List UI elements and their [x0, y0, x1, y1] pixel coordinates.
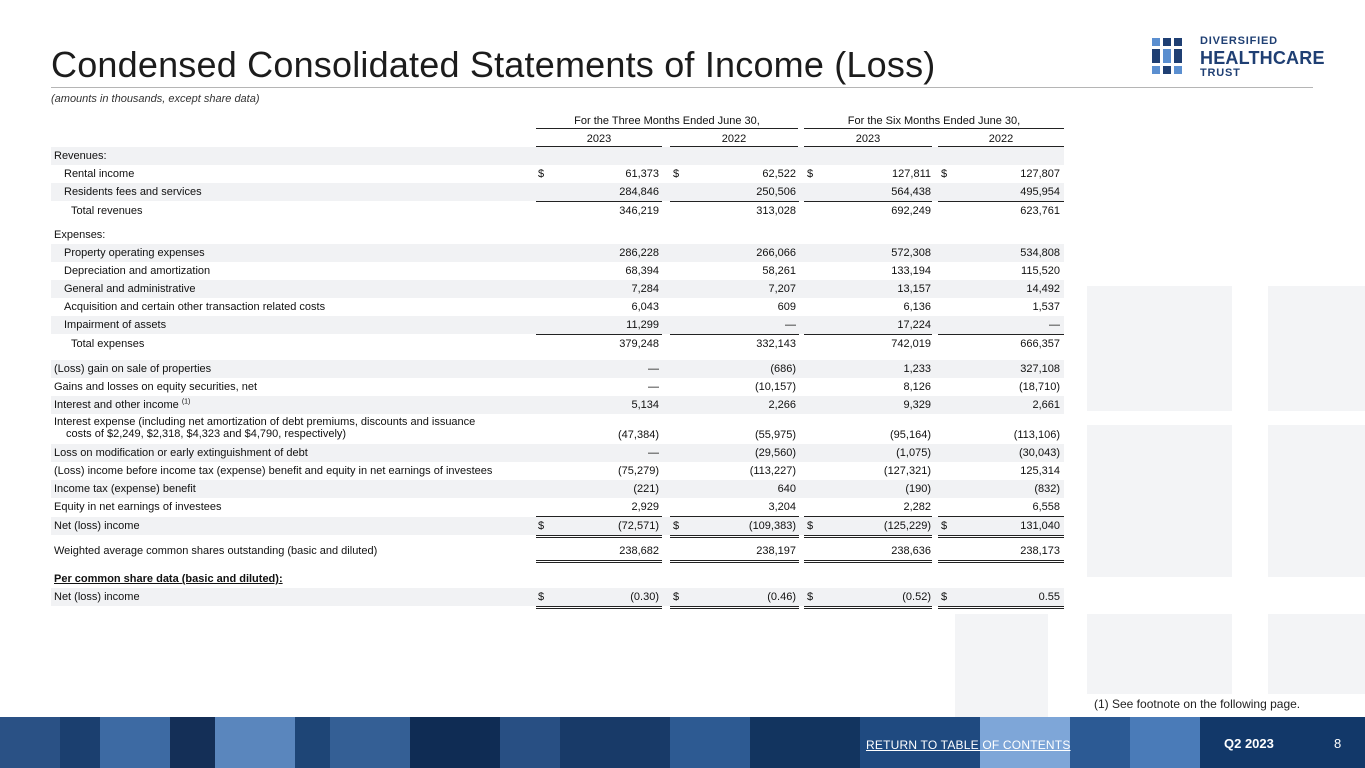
row-label: Equity in net earnings of investees [54, 501, 222, 513]
table-row [51, 378, 1064, 396]
row-label: Property operating expenses [64, 247, 205, 259]
row-label: Revenues: [54, 150, 107, 162]
value-cell: 1,233 [903, 363, 931, 375]
dollar-sign: $ [673, 520, 680, 532]
logo-line-3: TRUST [1200, 67, 1241, 79]
row-label: (Loss) gain on sale of properties [54, 363, 212, 375]
value-cell: (75,279) [618, 465, 659, 477]
value-cell: 1,537 [1032, 301, 1060, 313]
dollar-sign: $ [807, 591, 814, 603]
decorative-tile [1268, 425, 1365, 577]
value-cell: 133,194 [891, 265, 931, 277]
value-cell: 238,682 [619, 545, 659, 557]
column-header-year: 2022 [721, 133, 747, 145]
value-cell: (95,164) [890, 429, 931, 441]
value-cell: (72,571) [618, 520, 659, 532]
page-title: Condensed Consolidated Statements of Income (Loss) [51, 44, 936, 85]
value-cell: — [785, 319, 796, 331]
value-cell: 0.55 [1038, 591, 1060, 603]
value-cell: — [1049, 319, 1060, 331]
value-cell: (113,106) [1013, 429, 1060, 441]
dollar-sign: $ [807, 520, 814, 532]
page-number: 8 [1334, 736, 1342, 751]
value-cell: 68,394 [625, 265, 659, 277]
page-subtitle: (amounts in thousands, except share data) [51, 93, 260, 105]
value-cell: (0.46) [767, 591, 796, 603]
value-cell: (0.30) [630, 591, 659, 603]
value-cell: 346,219 [619, 205, 659, 217]
column-header-year: 2022 [988, 133, 1014, 145]
footnote: (1) See footnote on the following page. [1094, 697, 1301, 711]
value-cell: — [648, 363, 659, 375]
value-cell: (113,227) [749, 465, 796, 477]
value-cell: 495,954 [1020, 186, 1060, 198]
value-cell: 640 [777, 483, 796, 495]
table-row [51, 517, 1064, 535]
decorative-tile [1268, 614, 1365, 694]
row-label: Expenses: [54, 229, 106, 241]
table-row [51, 226, 1064, 244]
value-cell: (127,321) [883, 465, 931, 477]
row-label: (Loss) income before income tax (expense) benefit and equity in net earnings of investees [54, 465, 493, 477]
value-cell: 238,636 [891, 545, 931, 557]
value-cell: (686) [770, 363, 796, 375]
value-cell: 623,761 [1020, 205, 1060, 217]
table-row [51, 570, 1064, 588]
column-group-header-six-months: For the Six Months Ended June 30, [847, 115, 1021, 127]
value-cell: 238,173 [1020, 545, 1060, 557]
table-row [51, 165, 1064, 183]
value-cell: 572,308 [891, 247, 931, 259]
value-cell: 564,438 [891, 186, 931, 198]
dollar-sign: $ [538, 520, 545, 532]
value-cell: (0.52) [902, 591, 931, 603]
value-cell: 2,282 [903, 501, 931, 513]
value-cell: (30,043) [1019, 447, 1060, 459]
dollar-sign: $ [673, 168, 680, 180]
table-row [51, 316, 1064, 334]
dollar-sign: $ [941, 520, 948, 532]
value-cell: 666,357 [1020, 338, 1060, 350]
value-cell: — [648, 381, 659, 393]
value-cell: 6,558 [1032, 501, 1060, 513]
row-label: Interest and other income $^{(1)}$ [54, 398, 191, 411]
value-cell: 127,811 [892, 168, 931, 180]
value-cell: 17,224 [897, 319, 931, 331]
table-row [51, 183, 1064, 201]
value-cell: (221) [633, 483, 659, 495]
row-label: Interest expense (including net amortization of debt premiums, discounts and issuance costs of $2,249, $2,318, $4,323 and $4,790, respectively) [54, 416, 476, 440]
value-cell: (832) [1034, 483, 1060, 495]
value-cell: 11,299 [626, 319, 659, 331]
decorative-tile [1087, 614, 1232, 694]
value-cell: 2,661 [1032, 399, 1060, 411]
value-cell: 131,040 [1020, 520, 1060, 532]
value-cell: 6,043 [631, 301, 659, 313]
value-cell: (10,157) [755, 381, 796, 393]
value-cell: (125,229) [883, 520, 931, 532]
decorative-tile [1087, 286, 1232, 411]
value-cell: 125,314 [1020, 465, 1060, 477]
value-cell: 534,808 [1020, 247, 1060, 259]
value-cell: 6,136 [903, 301, 931, 313]
value-cell: (190) [905, 483, 931, 495]
row-label: Impairment of assets [64, 319, 167, 331]
row-label: Net (loss) income [54, 520, 140, 532]
row-label: Income tax (expense) benefit [54, 483, 196, 495]
section-heading: Per common share data (basic and diluted): [54, 573, 283, 585]
table-row [51, 462, 1064, 480]
table-row [51, 396, 1064, 414]
dollar-sign: $ [673, 591, 680, 603]
value-cell: 379,248 [619, 338, 659, 350]
column-header-year: 2023 [855, 133, 881, 145]
table-row [51, 262, 1064, 280]
row-label: Weighted average common shares outstanding (basic and diluted) [54, 545, 378, 557]
value-cell: (109,383) [748, 520, 796, 532]
logo-line-2: HEALTHCARE [1200, 48, 1325, 68]
decorative-tile [1087, 425, 1232, 577]
table-row [51, 202, 1064, 220]
value-cell: — [648, 447, 659, 459]
company-logo [1152, 35, 1325, 79]
row-label: Total revenues [71, 205, 143, 217]
value-cell: 609 [777, 301, 796, 313]
value-cell: 2,266 [768, 399, 796, 411]
table-row [51, 588, 1064, 606]
row-label: Gains and losses on equity securities, net [54, 381, 258, 393]
value-cell: 14,492 [1026, 283, 1060, 295]
value-cell: (18,710) [1019, 381, 1060, 393]
value-cell: 7,207 [768, 283, 796, 295]
footnote-marker: (1) [181, 398, 191, 406]
dollar-sign: $ [538, 591, 545, 603]
value-cell: 115,520 [1021, 265, 1060, 277]
value-cell: 8,126 [903, 381, 931, 393]
row-label: General and administrative [64, 283, 196, 295]
table-row [51, 542, 1064, 560]
table-row [51, 498, 1064, 516]
value-cell: 742,019 [891, 338, 931, 350]
row-label: Total expenses [71, 338, 145, 350]
value-cell: (29,560) [755, 447, 796, 459]
table-row [51, 360, 1064, 378]
value-cell: 266,066 [756, 247, 796, 259]
row-label: Residents fees and services [64, 186, 202, 198]
value-cell: 332,143 [756, 338, 796, 350]
value-cell: (47,384) [618, 429, 659, 441]
dollar-sign: $ [941, 168, 948, 180]
logo-line-1: DIVERSIFIED [1200, 35, 1278, 47]
decorative-tile [1268, 286, 1365, 411]
table-row [51, 480, 1064, 498]
value-cell: 5,134 [631, 399, 659, 411]
value-cell: 250,506 [756, 186, 796, 198]
value-cell: 58,261 [762, 265, 796, 277]
value-cell: 7,284 [631, 283, 659, 295]
dollar-sign: $ [807, 168, 814, 180]
table-row [51, 244, 1064, 262]
table-row [51, 298, 1064, 316]
column-header-year: 2023 [586, 133, 612, 145]
logo-mark-icon [1152, 38, 1194, 74]
value-cell: 238,197 [756, 545, 796, 557]
table-row [51, 280, 1064, 298]
value-cell: 61,373 [625, 168, 659, 180]
row-label: Acquisition and certain other transaction related costs [64, 301, 326, 313]
value-cell: 2,929 [631, 501, 659, 513]
value-cell: 313,028 [756, 205, 796, 217]
value-cell: (1,075) [896, 447, 931, 459]
return-to-toc-link[interactable]: RETURN TO TABLE OF CONTENTS [866, 738, 1071, 752]
value-cell: 127,807 [1020, 168, 1060, 180]
value-cell: 692,249 [891, 205, 931, 217]
quarter-label: Q2 2023 [1224, 736, 1274, 751]
row-label: Rental income [64, 168, 135, 180]
column-group-header-three-months: For the Three Months Ended June 30, [574, 115, 760, 127]
value-cell: (55,975) [755, 429, 796, 441]
table-row [51, 147, 1064, 165]
footer-bar [0, 717, 1365, 768]
value-cell: 284,846 [619, 186, 659, 198]
table-row [51, 415, 1064, 443]
value-cell: 9,329 [903, 399, 931, 411]
decorative-tile [955, 614, 1048, 717]
table-row [51, 335, 1064, 353]
title-divider [51, 87, 1313, 88]
row-label: Net (loss) income [54, 591, 140, 603]
value-cell: 3,204 [768, 501, 796, 513]
value-cell: 62,522 [762, 168, 796, 180]
dollar-sign: $ [941, 591, 948, 603]
value-cell: 286,228 [619, 247, 659, 259]
row-label: Depreciation and amortization [64, 265, 211, 277]
row-label: Loss on modification or early extinguishment of debt [54, 447, 308, 459]
dollar-sign: $ [538, 168, 545, 180]
value-cell: 13,157 [897, 283, 931, 295]
table-row [51, 444, 1064, 462]
value-cell: 327,108 [1020, 363, 1060, 375]
